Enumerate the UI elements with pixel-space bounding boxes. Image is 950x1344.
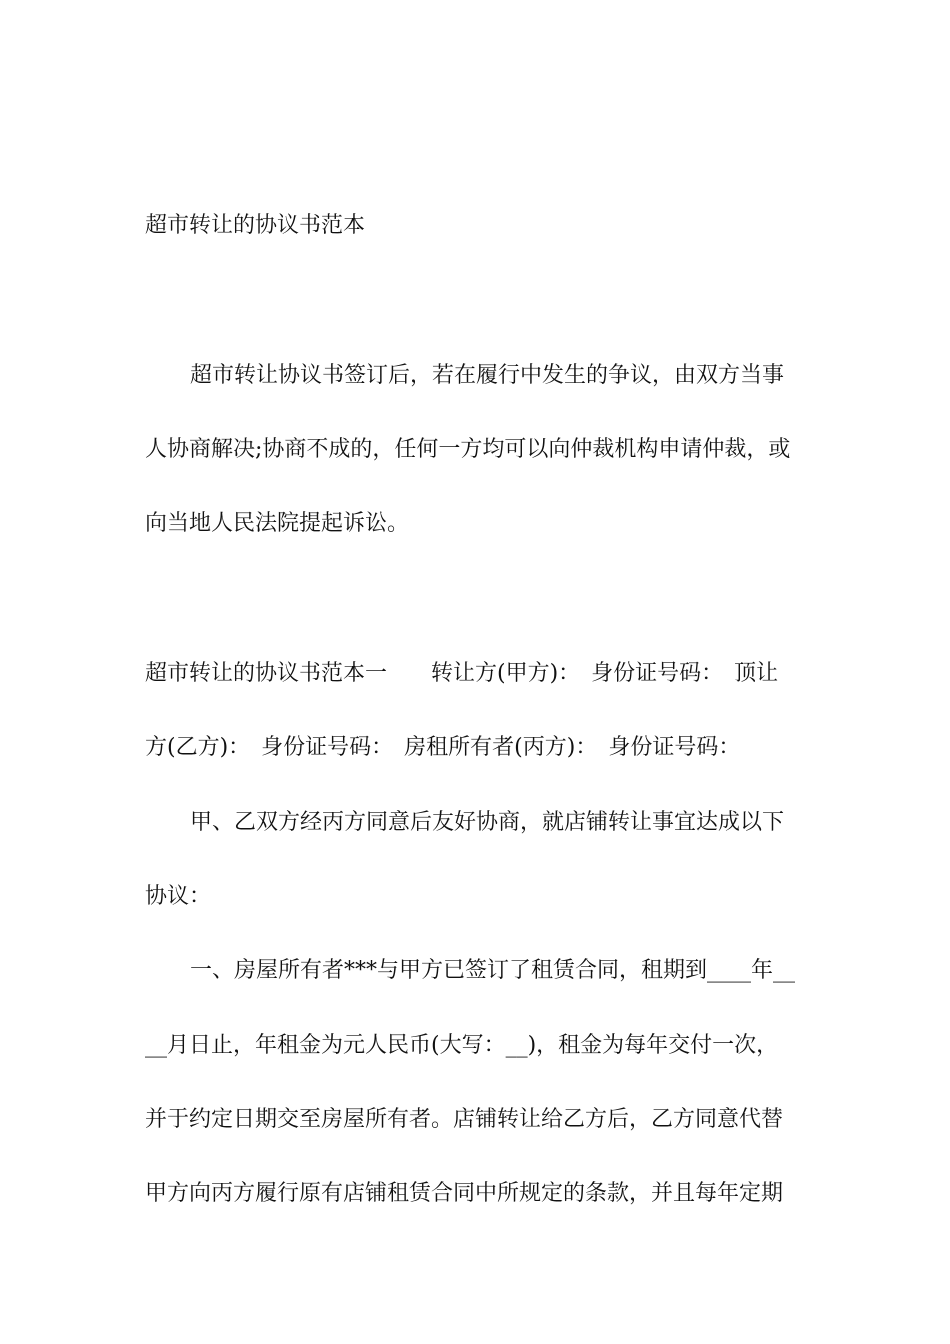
paragraph-line: __月日止，年租金为元人民币(大写：__)，租金为每年交付一次， [145, 1033, 779, 1058]
paragraph-line: 方(乙方)： 身份证号码： 房租所有者(丙方)： 身份证号码： [145, 735, 741, 760]
paragraph-line: 一、房屋所有者***与甲方已签订了租赁合同，租期到____年__ [190, 958, 796, 983]
paragraph-line: 甲方向丙方履行原有店铺租赁合同中所规定的条款，并且每年定期 [145, 1181, 784, 1206]
paragraph-line: 人协商解决;协商不成的，任何一方均可以向仲裁机构申请仲裁，或 [145, 437, 791, 462]
paragraph-line: 甲、乙双方经丙方同意后友好协商，就店铺转让事宜达成以下 [190, 810, 785, 835]
paragraph-line: 协议： [145, 884, 212, 909]
document-title: 超市转让的协议书范本 [145, 213, 366, 238]
paragraph-line: 超市转让的协议书范本一 转让方(甲方)： 身份证号码： 顶让 [145, 661, 779, 686]
paragraph-line: 向当地人民法院提起诉讼。 [145, 511, 410, 536]
paragraph-line: 并于约定日期交至房屋所有者。店铺转让给乙方后，乙方同意代替 [145, 1107, 784, 1132]
paragraph-line: 超市转让协议书签订后，若在履行中发生的争议，由双方当事 [190, 363, 785, 388]
